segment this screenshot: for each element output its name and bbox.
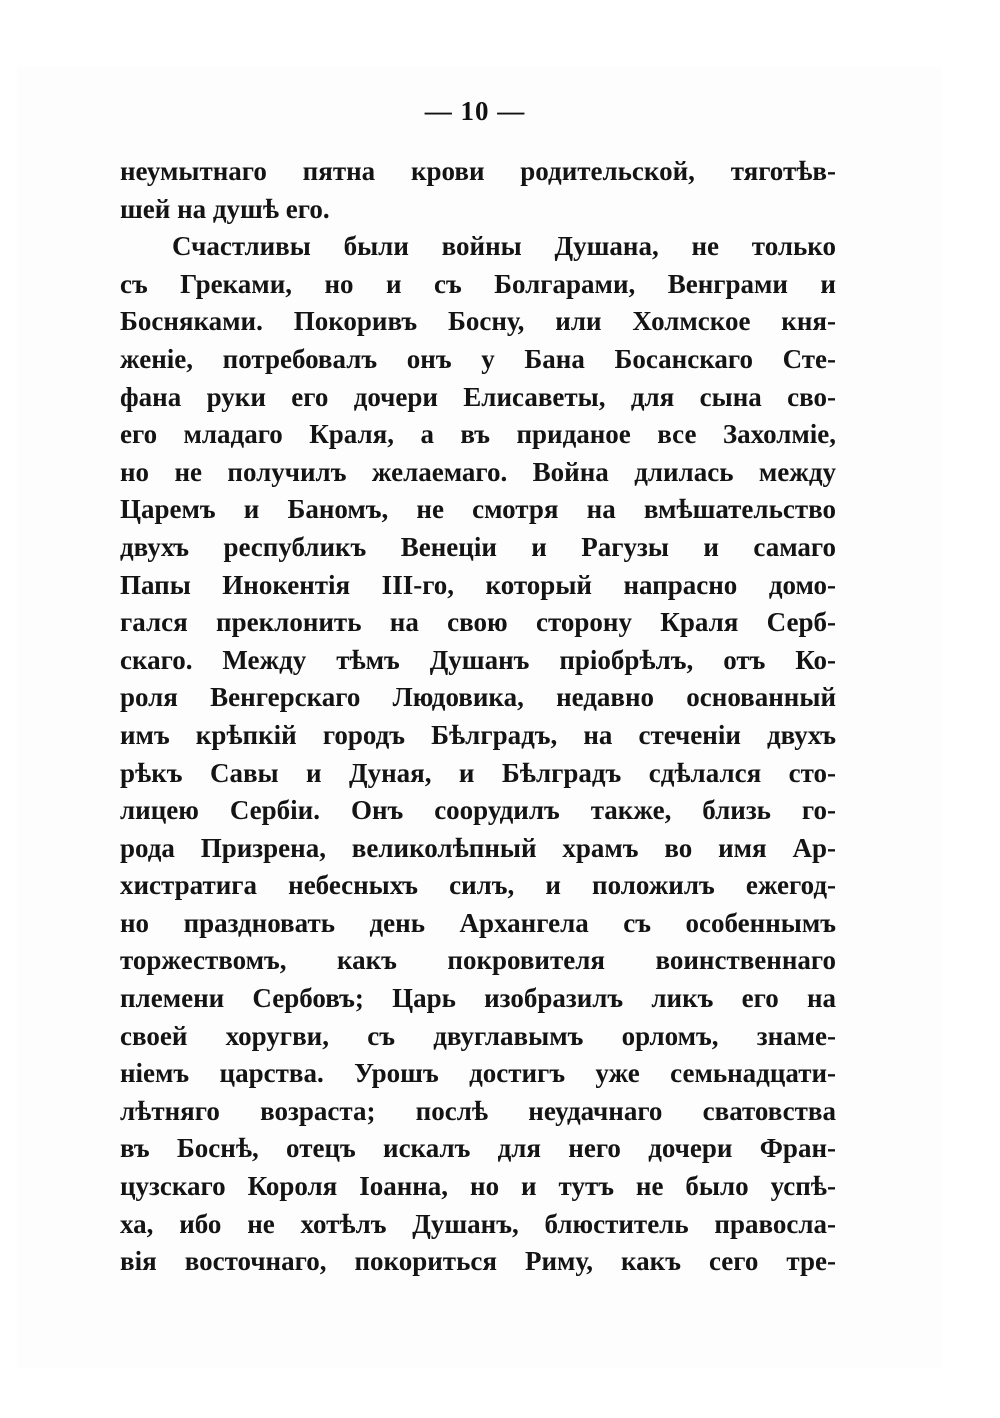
text-line: его младаго Краля, а въ приданое все Захолміе, bbox=[120, 419, 836, 450]
text-line: своей хоругви, съ двуглавымъ орломъ, знаме- bbox=[120, 1020, 836, 1051]
text-line: женіе, потребовалъ онъ у Бана Босанскаго Сте- bbox=[120, 343, 836, 374]
text-line: рода Призрена, великолѣпный храмъ во имя Ар- bbox=[120, 832, 836, 863]
text-line: но праздновать день Архангела съ особеннымъ bbox=[120, 907, 836, 938]
text-line: скаго. Между тѣмъ Душанъ пріобрѣлъ, отъ Ко- bbox=[120, 644, 836, 675]
paragraph-first-line: Счастливы были войны Душана, не только bbox=[172, 231, 836, 262]
text-line: лицею Сербіи. Онъ соорудилъ также, близь го- bbox=[120, 795, 836, 826]
text-line: племени Сербовъ; Царь изобразилъ ликъ его на bbox=[120, 983, 836, 1014]
text-line: лѣтняго возраста; послѣ неудачнаго сватовства bbox=[120, 1095, 836, 1126]
text-line: имъ крѣпкій городъ Бѣлградъ, на стеченіи двухъ bbox=[120, 719, 836, 750]
text-line: цузскаго Короля Іоанна, но и тутъ не было успѣ- bbox=[120, 1171, 836, 1202]
text-line: Босняками. Покоривъ Босну, или Холмское кня- bbox=[120, 306, 836, 337]
body-text bbox=[120, 153, 836, 1281]
text-line: Царемъ и Баномъ, не смотря на вмѣшательство bbox=[120, 494, 836, 525]
text-line: рѣкъ Савы и Дуная, и Бѣлградъ сдѣлался сто- bbox=[120, 757, 836, 788]
page-number: — 10 — bbox=[424, 96, 526, 126]
text-line: гался преклонить на свою сторону Краля Серб- bbox=[120, 607, 836, 638]
text-line: ха, ибо не хотѣлъ Душанъ, блюститель правосла- bbox=[120, 1208, 836, 1239]
text-line: фана руки его дочери Елисаветы, для сына сво- bbox=[120, 381, 836, 412]
text-line: двухъ республикъ Венеціи и Рагузы и самаго bbox=[120, 531, 836, 562]
text-line: вія восточнаго, покориться Риму, какъ сего тре- bbox=[120, 1246, 836, 1277]
text-line: но не получилъ желаемаго. Война длилась между bbox=[120, 456, 836, 487]
text-line: съ Греками, но и съ Болгарами, Венграми и bbox=[120, 268, 836, 299]
text-line: роля Венгерскаго Людовика, недавно основанный bbox=[120, 682, 836, 713]
text-line: торжествомъ, какъ покровителя воинственнаго bbox=[120, 945, 836, 976]
text-line: ніемъ царства. Урошъ достигъ уже семьнадцати- bbox=[120, 1058, 836, 1089]
text-line: въ Боснѣ, отецъ искалъ для него дочери Фран- bbox=[120, 1133, 836, 1164]
text-line: Папы Инокентія III-го, который напрасно домо- bbox=[120, 569, 836, 600]
text-line: неумытнаго пятна крови родительской, тяготѣв- bbox=[120, 156, 836, 186]
text-line: шей на душѣ его. bbox=[120, 193, 330, 224]
text-line: хистратига небесныхъ силъ, и положилъ ежегод- bbox=[120, 870, 836, 901]
